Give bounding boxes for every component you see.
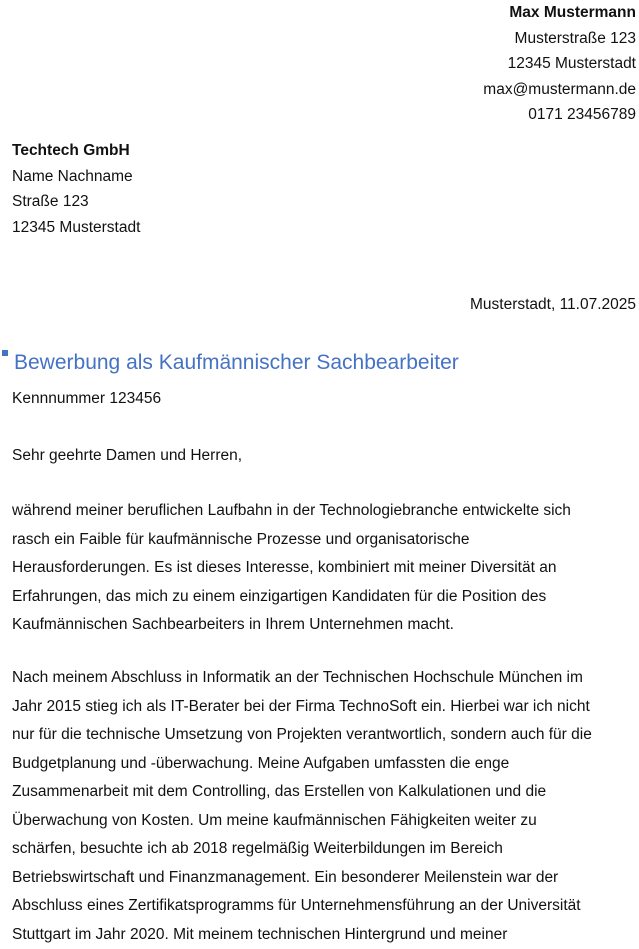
heading-marker-icon (2, 350, 8, 356)
paragraph-line: Überwachung von Kosten. Um meine kaufmännischen Fähigkeiten weiter zu (12, 807, 632, 836)
body-paragraph-1 (12, 497, 632, 640)
recipient-street: Straße 123 (12, 189, 140, 215)
reference-number: Kennnummer 123456 (12, 386, 161, 411)
paragraph-line: Jahr 2015 stieg ich als IT-Berater bei der Firma TechnoSoft ein. Hierbei war ich nicht (12, 693, 632, 722)
salutation: Sehr geehrte Damen und Herren, (12, 443, 242, 468)
recipient-company: Techtech GmbH (12, 138, 140, 164)
paragraph-line: während meiner beruflichen Laufbahn in der Technologiebranche entwickelte sich (12, 497, 632, 526)
paragraph-line: Nach meinem Abschluss in Informatik an der Technischen Hochschule München im (12, 664, 632, 693)
paragraph-line: schärfen, besuchte ich ab 2018 regelmäßig Weiterbildungen im Bereich (12, 835, 632, 864)
sender-city: 12345 Musterstadt (483, 51, 636, 77)
paragraph-line: Zusammenarbeit mit dem Controlling, das Erstellen von Kalkulationen und die (12, 778, 632, 807)
paragraph-line: Kaufmännischen Sachbearbeiters in Ihrem Unternehmen macht. (12, 611, 632, 640)
recipient-contact: Name Nachname (12, 164, 140, 190)
letter-date: Musterstadt, 11.07.2025 (470, 292, 636, 317)
paragraph-line: Betriebswirtschaft und Finanzmanagement. Ein besonderer Meilenstein war der (12, 864, 632, 893)
recipient-address-block (12, 138, 140, 240)
paragraph-line: nur für die technische Umsetzung von Projekten verantwortlich, sondern auch für die (12, 721, 632, 750)
paragraph-line: Abschluss eines Zertifikatsprogramms für Unternehmensführung an der Universität (12, 892, 632, 921)
sender-street: Musterstraße 123 (483, 26, 636, 52)
paragraph-line: Stuttgart im Jahr 2020. Mit meinem technischen Hintergrund und meiner (12, 921, 632, 949)
sender-email: max@mustermann.de (483, 77, 636, 103)
body-paragraph-2 (12, 664, 632, 949)
recipient-city: 12345 Musterstadt (12, 215, 140, 241)
paragraph-line: Herausforderungen. Es ist dieses Interesse, kombiniert mit meiner Diversität an (12, 554, 632, 583)
sender-address-block (483, 0, 636, 128)
paragraph-line: Budgetplanung und -überwachung. Meine Aufgaben umfassten die enge (12, 750, 632, 779)
letter-subject: Bewerbung als Kaufmännischer Sachbearbeiter (14, 349, 459, 377)
paragraph-line: Erfahrungen, das mich zu einem einzigartigen Kandidaten für die Position des (12, 583, 632, 612)
sender-phone: 0171 23456789 (483, 102, 636, 128)
sender-name: Max Mustermann (483, 0, 636, 26)
paragraph-line: rasch ein Faible für kaufmännische Prozesse und organisatorische (12, 526, 632, 555)
